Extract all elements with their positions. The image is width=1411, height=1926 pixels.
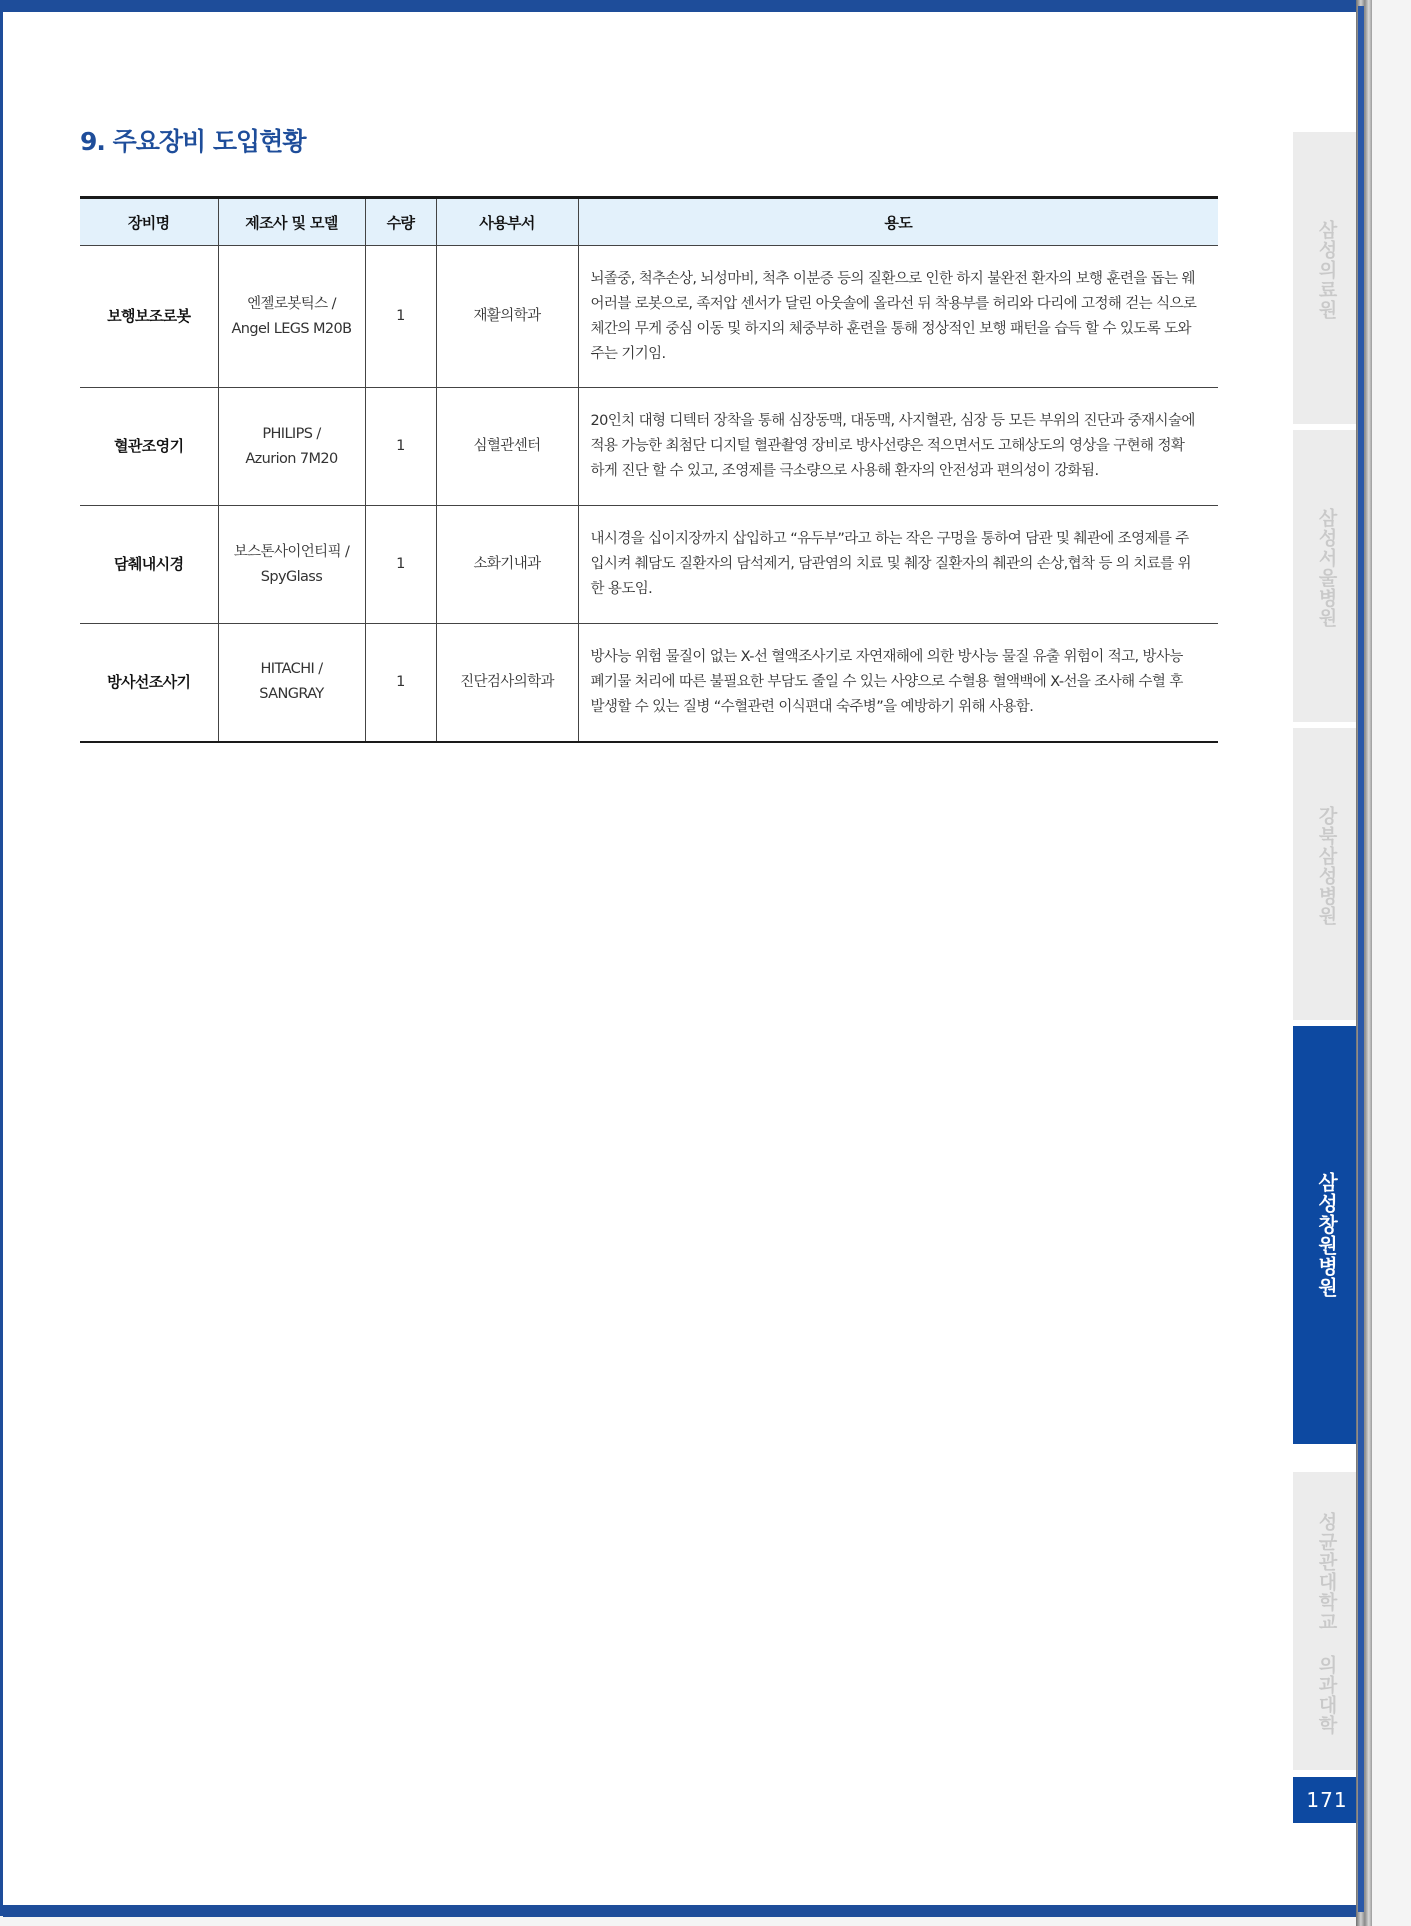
usage-line: 20인치 대형 디텍터 장착을 통해 심장동맥, 대동맥, 사지혈관, 심장 등 모든 부위의 진단과 중재시술에 <box>590 413 1195 429</box>
side-tab-label: 삼성서울병원 <box>1315 508 1338 628</box>
usage-line: 적용 가능한 최첨단 디지털 혈관촬영 장비로 방사선량은 적으면서도 고해상도의 영상을 구현해 정확 <box>590 438 1185 454</box>
table-row <box>80 246 1218 388</box>
table-row <box>80 506 1218 624</box>
header-usage: 용도 <box>578 198 1218 246</box>
maker-line: PHILIPS / <box>262 425 321 442</box>
top-accent-bar <box>3 0 1361 12</box>
tab-divider <box>1293 1444 1361 1450</box>
usage-line: 한 용도임. <box>590 581 653 597</box>
model-line: Azurion 7M20 <box>245 450 338 467</box>
page-number: 171 <box>1293 1777 1361 1823</box>
equipment-name: 담췌내시경 <box>80 506 218 624</box>
side-tab-samsung-changwon[interactable] <box>1293 1026 1361 1444</box>
model-line: SpyGlass <box>260 568 323 585</box>
quantity: 1 <box>365 246 436 388</box>
equipment-table <box>80 196 1218 743</box>
maker-model <box>218 624 365 742</box>
side-tab-samsung-medical[interactable] <box>1293 132 1361 424</box>
maker-model <box>218 246 365 388</box>
side-tab-kangbuk-samsung[interactable] <box>1293 728 1361 1020</box>
usage-description <box>578 388 1218 506</box>
department: 진단검사의학과 <box>436 624 578 742</box>
usage-line: 입시켜 췌담도 질환자의 담석제거, 담관염의 치료 및 췌장 질환자의 췌관의 손상,협착 등 의 치료를 위 <box>590 556 1191 572</box>
equipment-name: 방사선조사기 <box>80 624 218 742</box>
department: 재활의학과 <box>436 246 578 388</box>
header-maker-model: 제조사 및 모델 <box>218 198 365 246</box>
table-row <box>80 388 1218 506</box>
section-title: 9. 주요장비 도입현황 <box>80 127 306 156</box>
usage-description <box>578 624 1218 742</box>
side-tab-label: 삼성의료원 <box>1315 220 1338 320</box>
usage-line: 내시경을 십이지장까지 삽입하고 “유두부”라고 하는 작은 구멍을 통하여 담관 및 췌관에 조영제를 주 <box>590 531 1189 547</box>
usage-line: 체간의 무게 중심 이동 및 하지의 체중부하 훈련을 통해 정상적인 보행 패턴을 습득 할 수 있도록 도와 <box>590 320 1191 337</box>
maker-line: HITACHI / <box>260 661 323 678</box>
maker-model <box>218 388 365 506</box>
table-header-row <box>80 198 1218 246</box>
header-equipment-name: 장비명 <box>80 198 218 246</box>
side-tab-label: 강북삼성병원 <box>1315 806 1338 926</box>
header-department: 사용부서 <box>436 198 578 246</box>
side-tab-samsung-seoul[interactable] <box>1293 430 1361 722</box>
usage-line: 폐기물 처리에 따른 불필요한 부담도 줄일 수 있는 사양으로 수혈용 혈액백에 X-선을 조사해 수혈 후 <box>590 673 1183 690</box>
side-tab-label: 성균관대학교 의과대학 <box>1315 1512 1338 1735</box>
maker-line: 보스톤사이언티픽 / <box>233 543 350 560</box>
maker-model <box>218 506 365 624</box>
book-edge-accent <box>1358 6 1364 1912</box>
header-quantity: 수량 <box>365 198 436 246</box>
department: 소화기내과 <box>436 506 578 624</box>
equipment-name: 보행보조로봇 <box>80 246 218 388</box>
usage-line: 발생할 수 있는 질병 “수혈관련 이식편대 숙주병”을 예방하기 위해 사용함. <box>590 698 1034 715</box>
usage-line: 하게 진단 할 수 있고, 조영제를 극소량으로 사용해 환자의 안전성과 편의성이 강화됨. <box>590 463 1099 479</box>
model-line: Angel LEGS M20B <box>231 320 352 337</box>
bottom-accent-bar <box>3 1905 1361 1917</box>
usage-line: 방사능 위험 물질이 없는 X-선 혈액조사기로 자연재해에 의한 방사능 물질 유출 위험이 적고, 방사능 <box>590 648 1183 665</box>
usage-line: 뇌졸중, 척추손상, 뇌성마비, 척추 이분증 등의 질환으로 인한 하지 불완전 환자의 보행 훈련을 돕는 웨 <box>590 270 1195 287</box>
maker-line: 엔젤로봇틱스 / <box>247 295 336 312</box>
side-tab-label: 삼성창원병원 <box>1314 1172 1339 1298</box>
side-tab-skku-medicine[interactable] <box>1293 1472 1361 1770</box>
model-line: SANGRAY <box>259 686 324 703</box>
quantity: 1 <box>365 624 436 742</box>
table-row <box>80 624 1218 742</box>
quantity: 1 <box>365 388 436 506</box>
equipment-name: 혈관조영기 <box>80 388 218 506</box>
quantity: 1 <box>365 506 436 624</box>
usage-description <box>578 506 1218 624</box>
department: 심혈관센터 <box>436 388 578 506</box>
usage-description <box>578 246 1218 388</box>
usage-line: 주는 기기임. <box>590 345 666 362</box>
usage-line: 어러블 로봇으로, 족저압 센서가 달린 아웃솔에 올라선 뒤 착용부를 허리와 다리에 고정해 걷는 식으로 <box>590 295 1197 312</box>
